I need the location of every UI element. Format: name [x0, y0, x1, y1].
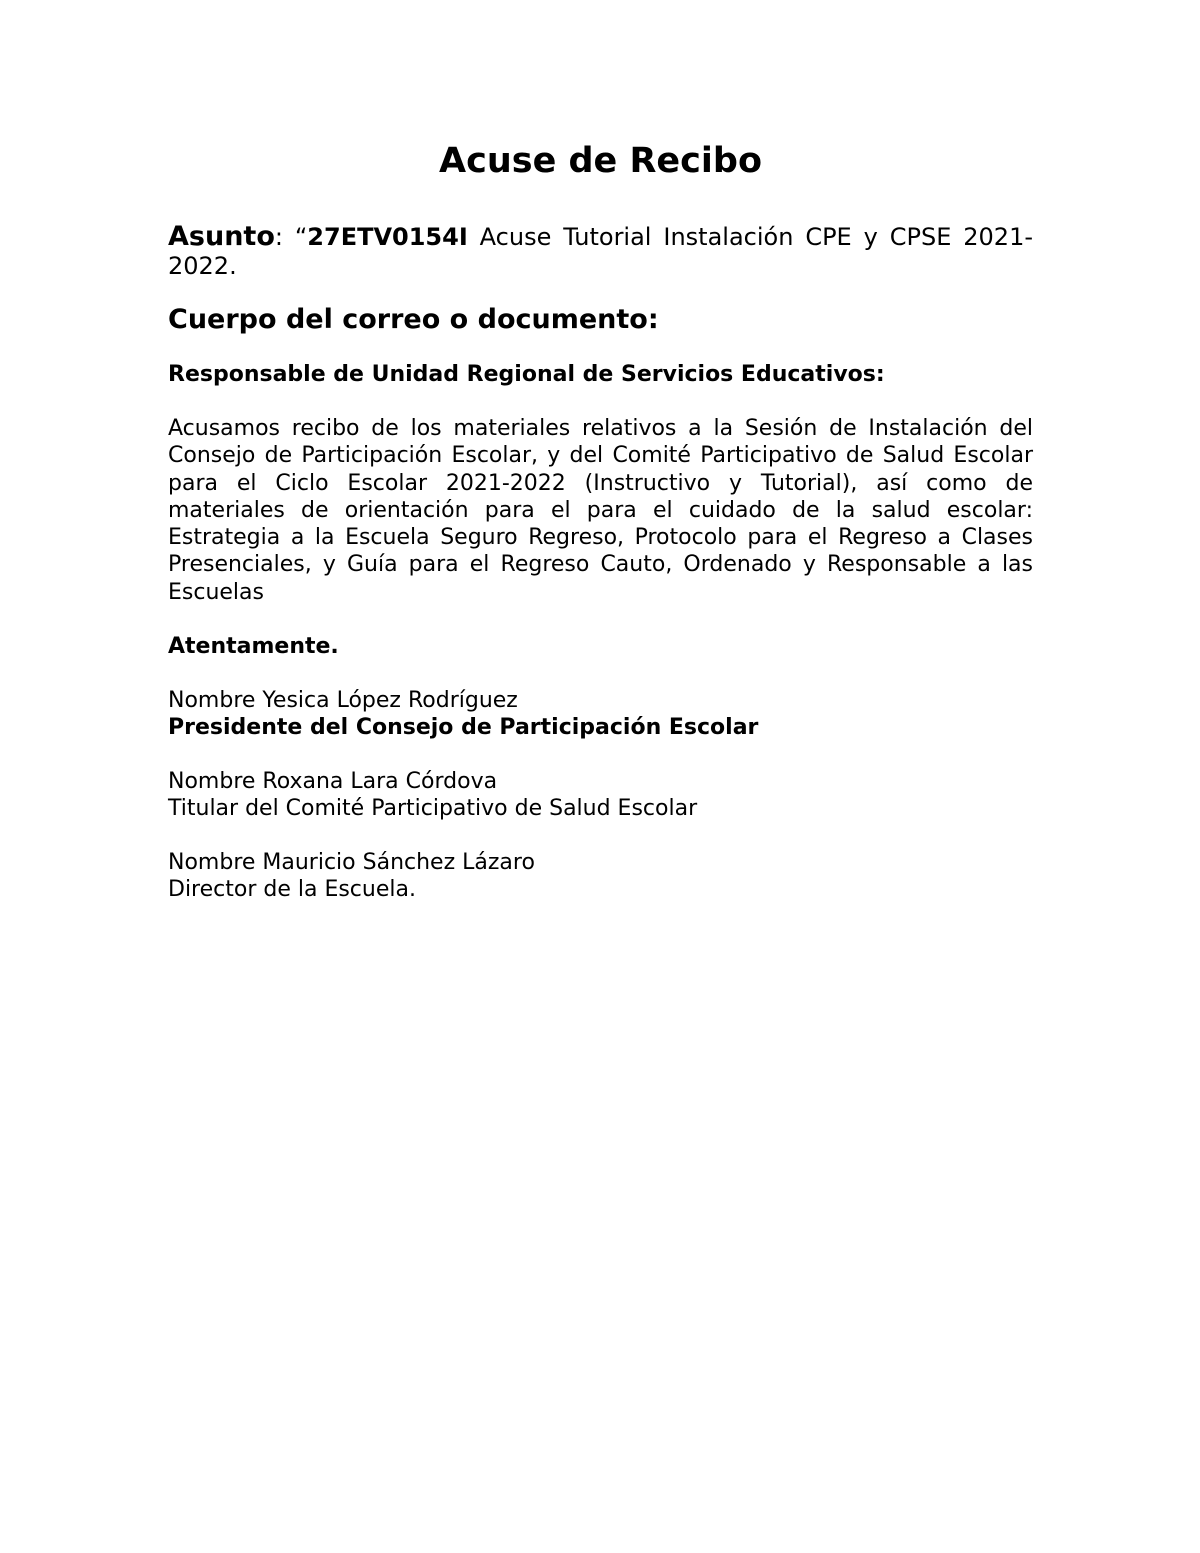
subject-text: Acuse Tutorial Instalación CPE y CPSE 2021-2022.: [168, 223, 1033, 280]
subject-code: 27ETV0154I: [307, 223, 468, 251]
document-title: Acuse de Recibo: [438, 141, 762, 181]
body-paragraph: Acusamos recibo de los materiales relativos a la Sesión de Instalación del Consejo de Participación Escolar, y del Comité Participativo de Salud Escolar para el Ciclo Escolar 2021-2022 (Instructivo y Tutorial), así como de materiales de orientación para el para el cuidado de la salud escolar: Estrategia a la Escuela Seguro Regreso, Protocolo para el Regreso a Clases Presenciales, y Guía para el Regreso Cauto, Ordenado y Responsable a las Escuelas: [168, 416, 1033, 605]
closing: Atentamente.: [168, 634, 339, 660]
signatory-name: Nombre Roxana Lara Córdova: [168, 769, 498, 795]
signatory-role: Presidente del Consejo de Participación Escolar: [168, 715, 759, 741]
subject-separator: : “: [274, 223, 308, 251]
signatory-block: [168, 687, 1033, 741]
signatory-role: Titular del Comité Participativo de Salud Escolar: [168, 796, 698, 822]
section-heading: Cuerpo del correo o documento:: [168, 304, 659, 335]
addressee: Responsable de Unidad Regional de Servicios Educativos:: [168, 362, 885, 387]
signatory-block: [168, 849, 1033, 903]
signatory-block: [168, 768, 1033, 822]
signatory-role: Director de la Escuela.: [168, 877, 416, 903]
subject-line: [168, 222, 1033, 281]
document-content: [168, 140, 1033, 903]
signatory-name: Nombre Mauricio Sánchez Lázaro: [168, 850, 535, 876]
subject-label: Asunto: [168, 221, 275, 252]
signatory-name: Nombre Yesica López Rodríguez: [168, 688, 518, 714]
